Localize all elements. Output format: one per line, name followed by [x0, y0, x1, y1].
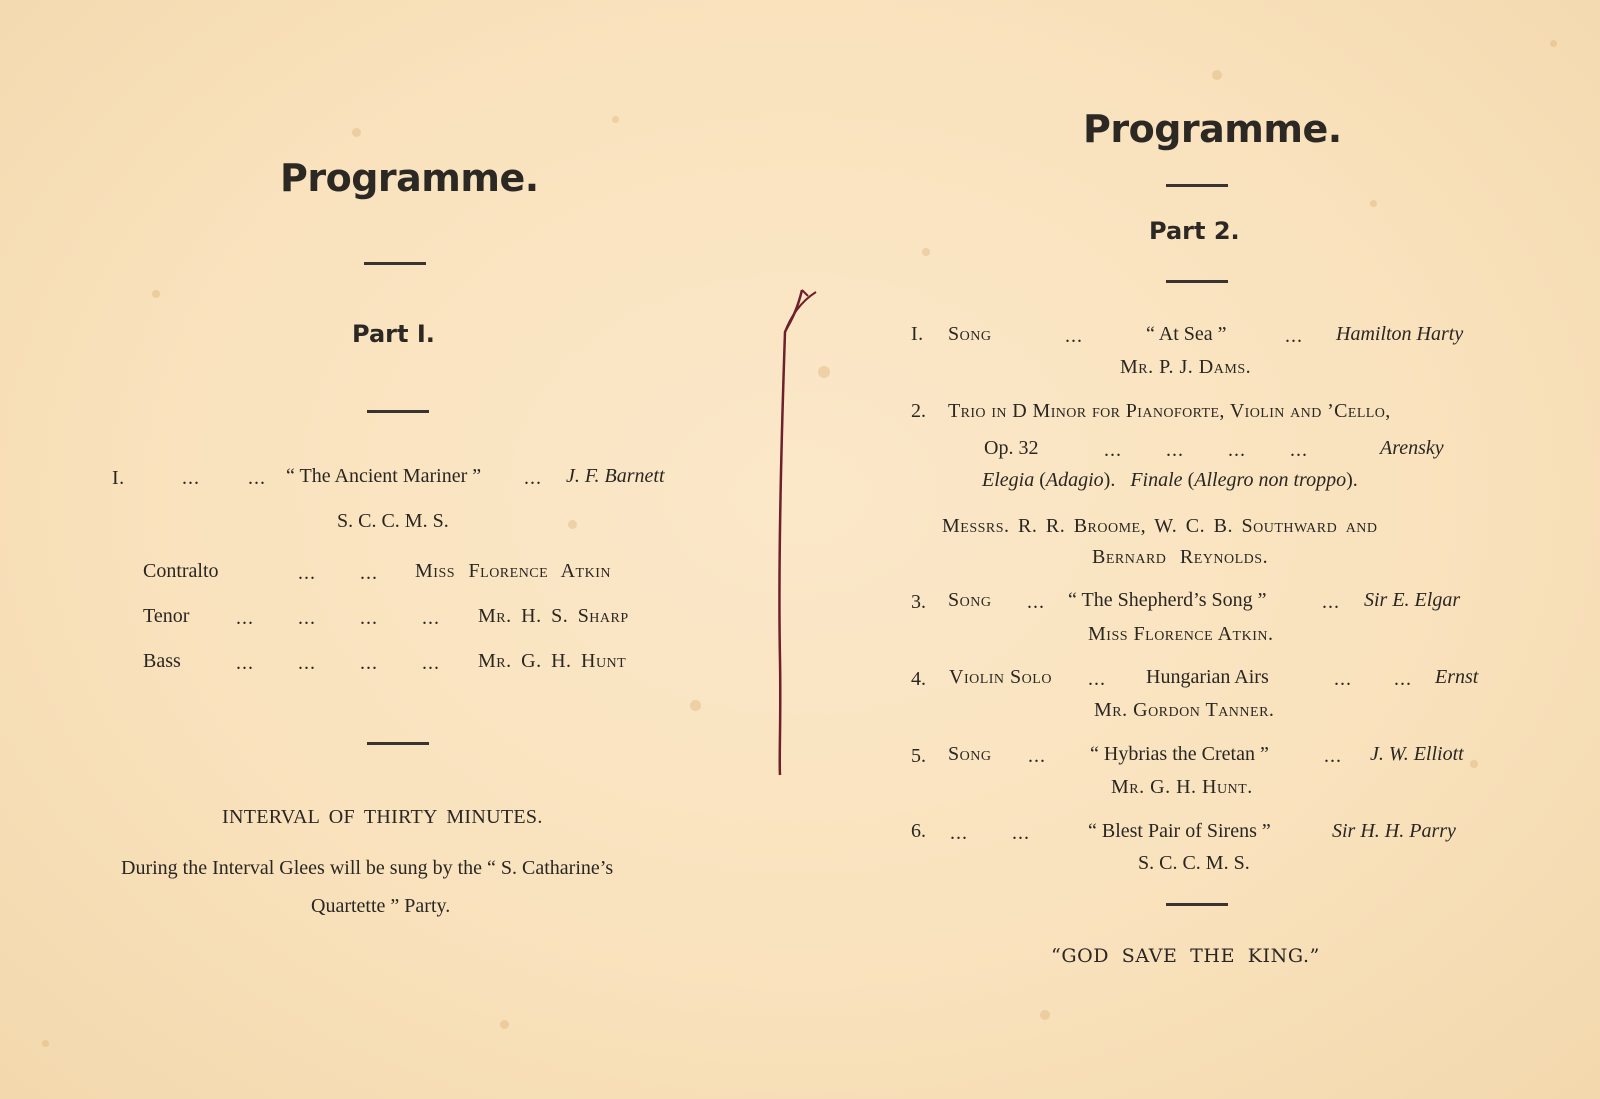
voice-singer: Mr. H. S. Sharp — [478, 605, 629, 627]
left-part-heading — [352, 320, 435, 348]
work-title: “ The Shepherd’s Song ” — [1068, 589, 1267, 611]
leader-dots: ... — [1394, 668, 1412, 690]
voice-singer: Miss Florence Atkin — [415, 560, 611, 582]
left-rule-2 — [367, 410, 429, 413]
performer: S. C. C. M. S. — [1138, 852, 1250, 874]
leader-dots: ... — [1334, 668, 1352, 690]
leader-dots: ... — [182, 467, 200, 489]
right-part-heading — [1149, 217, 1240, 245]
composer: Sir E. Elgar — [1364, 589, 1461, 611]
leader-dots: ... — [236, 652, 254, 674]
item-number: 2. — [911, 400, 926, 422]
leader-dots: ... — [360, 652, 378, 674]
composer: Hamilton Harty — [1336, 323, 1464, 345]
leader-dots: ... — [1027, 591, 1045, 613]
leader-dots: ... — [1104, 439, 1122, 461]
leader-dots: ... — [1166, 439, 1184, 461]
item-type: Violin Solo — [949, 666, 1052, 688]
leader-dots: ... — [1065, 325, 1083, 347]
leader-dots: ... — [298, 562, 316, 584]
leader-dots: ... — [298, 607, 316, 629]
leader-dots: ... — [248, 467, 266, 489]
voice-role: Bass — [143, 650, 181, 672]
performers: S. C. C. M. S. — [337, 510, 449, 532]
right-title: Programme. — [1083, 107, 1342, 151]
interval-note-line-2: Quartette ” Party. — [311, 895, 451, 917]
composer: Sir H. H. Parry — [1332, 820, 1456, 842]
item-number: I. — [911, 323, 924, 345]
performer: Miss Florence Atkin. — [1088, 623, 1274, 645]
composer: J. F. Barnett — [566, 465, 665, 487]
leader-dots: ... — [1322, 591, 1340, 613]
right-rule-1 — [1166, 184, 1228, 187]
work-title: “ Blest Pair of Sirens ” — [1088, 820, 1271, 842]
opus: Op. 32 — [984, 437, 1039, 459]
interval-heading: INTERVAL OF THIRTY MINUTES. — [222, 806, 543, 828]
item-number: 3. — [911, 591, 926, 613]
left-title: Programme. — [280, 156, 539, 200]
leader-dots: ... — [360, 607, 378, 629]
leader-dots: ... — [1088, 668, 1106, 690]
item-number: 6. — [911, 820, 926, 842]
performer: Mr. P. J. Dams. — [1120, 356, 1252, 378]
item-number: 4. — [911, 668, 926, 690]
right-rule-2 — [1166, 280, 1228, 283]
left-rule-1 — [364, 262, 426, 265]
item-number: I. — [112, 467, 125, 489]
composer: Ernst — [1435, 666, 1479, 688]
closing-anthem: “GOD SAVE THE KING.” — [1051, 945, 1320, 967]
work-title: “ The Ancient Mariner ” — [286, 465, 482, 487]
performer: Mr. Gordon Tanner. — [1094, 699, 1275, 721]
leader-dots: ... — [360, 562, 378, 584]
performers-line-2: Bernard Reynolds. — [1092, 546, 1269, 568]
item-type: Song — [948, 743, 992, 765]
leader-dots: ... — [1324, 745, 1342, 767]
left-part-number: I. — [416, 320, 435, 348]
leader-dots: ... — [524, 467, 542, 489]
voice-role: Tenor — [143, 605, 190, 627]
leader-dots: ... — [236, 607, 254, 629]
movements: Elegia (Adagio). Finale (Allegro non troppo). — [982, 469, 1358, 491]
work-title: Hungarian Airs — [1146, 666, 1269, 688]
composer: J. W. Elliott — [1370, 743, 1464, 765]
work-title: Trio in D Minor for Pianoforte, Violin and ’Cello, — [948, 400, 1391, 422]
right-part-label: Part — [1149, 217, 1206, 245]
left-rule-3 — [367, 742, 429, 745]
movement-1: Elegia — [982, 469, 1035, 491]
leader-dots: ... — [1028, 745, 1046, 767]
item-type: Song — [948, 589, 992, 611]
leader-dots: ... — [950, 822, 968, 844]
movement-2: Finale — [1130, 469, 1183, 491]
voice-role: Contralto — [143, 560, 219, 582]
right-rule-3 — [1166, 903, 1228, 906]
leader-dots: ... — [422, 652, 440, 674]
movement-2-tempo: Allegro non troppo — [1194, 469, 1347, 491]
leader-dots: ... — [298, 652, 316, 674]
voice-singer: Mr. G. H. Hunt — [478, 650, 627, 672]
movement-1-tempo: Adagio — [1045, 469, 1104, 491]
left-part-label: Part — [352, 320, 409, 348]
item-type: Song — [948, 323, 992, 345]
leader-dots: ... — [1228, 439, 1246, 461]
work-title: “ Hybrias the Cretan ” — [1090, 743, 1269, 765]
right-part-number: 2. — [1213, 217, 1240, 245]
leader-dots: ... — [1290, 439, 1308, 461]
interval-note-line-1: During the Interval Glees will be sung by the “ S. Catharine’s — [121, 857, 614, 879]
performer: Mr. G. H. Hunt. — [1111, 776, 1253, 798]
item-number: 5. — [911, 745, 926, 767]
leader-dots: ... — [1012, 822, 1030, 844]
composer: Arensky — [1380, 437, 1444, 459]
work-title: “ At Sea ” — [1146, 323, 1227, 345]
leader-dots: ... — [422, 607, 440, 629]
leader-dots: ... — [1285, 325, 1303, 347]
performers-line-1: Messrs. R. R. Broome, W. C. B. Southward and — [942, 515, 1378, 537]
